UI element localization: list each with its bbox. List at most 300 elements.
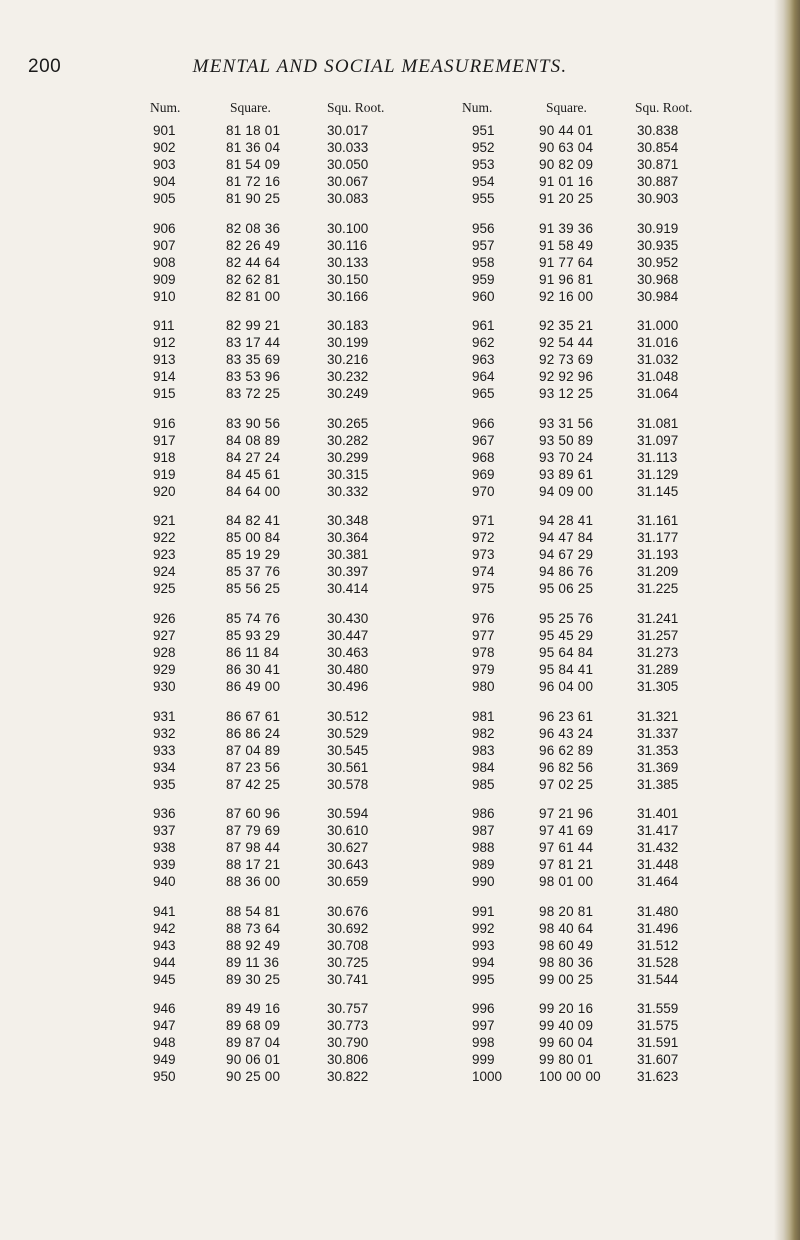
cell-square-right: 93 89 61 (539, 466, 594, 482)
cell-num-left: 925 (153, 581, 176, 597)
cell-square-left: 84 64 00 (226, 483, 281, 499)
cell-root-right: 31.448 (637, 857, 679, 873)
cell-square-left: 87 79 69 (226, 823, 281, 839)
cell-root-left: 30.561 (327, 759, 369, 775)
cell-square-right: 92 16 00 (539, 288, 594, 304)
cell-root-left: 30.430 (327, 610, 369, 626)
cell-root-right: 30.903 (637, 191, 679, 206)
cell-num-left: 939 (153, 857, 176, 873)
cell-num-right: 959 (472, 271, 495, 287)
cell-square-left: 85 93 29 (226, 627, 281, 643)
cell-num-left: 946 (153, 1001, 176, 1017)
page-edge (774, 0, 800, 1240)
cell-square-right: 95 64 84 (539, 644, 594, 660)
table-row (0, 369, 760, 386)
cell-num-left: 914 (153, 369, 176, 385)
cell-num-left: 931 (153, 708, 176, 724)
cell-root-right: 31.129 (637, 466, 679, 482)
cell-square-right: 97 02 25 (539, 776, 594, 792)
cell-square-left: 84 08 89 (226, 432, 281, 448)
cell-num-right: 989 (472, 857, 495, 873)
cell-square-right: 99 80 01 (539, 1052, 594, 1068)
cell-root-left: 30.033 (327, 140, 369, 155)
cell-square-right: 99 40 09 (539, 1018, 594, 1034)
cell-square-right: 99 20 16 (539, 1001, 594, 1017)
cell-num-left: 942 (153, 920, 176, 936)
table-row (0, 874, 760, 891)
cell-square-left: 85 37 76 (226, 564, 281, 580)
cell-square-right: 94 28 41 (539, 513, 594, 529)
cell-num-right: 990 (472, 874, 495, 890)
cell-square-right: 98 01 00 (539, 874, 594, 890)
cell-square-left: 86 11 84 (226, 644, 280, 660)
table-row (0, 709, 760, 726)
cell-root-right: 31.305 (637, 678, 679, 694)
cell-num-right: 971 (472, 513, 495, 529)
squares-table (0, 100, 760, 1086)
table-row (0, 221, 760, 238)
cell-num-right: 958 (472, 254, 495, 270)
cell-square-right: 95 25 76 (539, 610, 594, 626)
cell-square-right: 92 92 96 (539, 369, 594, 385)
cell-num-left: 948 (153, 1035, 176, 1051)
cell-num-left: 911 (153, 318, 175, 334)
table-row (0, 857, 760, 874)
cell-root-right: 31.417 (637, 823, 679, 839)
cell-num-right: 960 (472, 288, 495, 304)
cell-num-right: 994 (472, 954, 495, 970)
cell-num-right: 973 (472, 547, 495, 563)
table-row (0, 679, 760, 696)
cell-square-left: 88 54 81 (226, 903, 281, 919)
cell-square-left: 85 00 84 (226, 530, 281, 546)
cell-square-left: 84 27 24 (226, 449, 281, 465)
cell-num-right: 999 (472, 1052, 495, 1068)
cell-square-left: 87 60 96 (226, 806, 281, 822)
cell-root-right: 31.528 (637, 954, 679, 970)
cell-root-left: 30.397 (327, 564, 369, 580)
cell-root-right: 30.871 (637, 157, 679, 172)
cell-root-right: 31.032 (637, 352, 679, 368)
cell-num-left: 947 (153, 1018, 176, 1034)
cell-root-right: 31.337 (637, 725, 679, 741)
cell-root-left: 30.067 (327, 174, 369, 189)
cell-num-right: 975 (472, 581, 495, 597)
cell-root-right: 31.464 (637, 874, 679, 890)
cell-square-right: 96 04 00 (539, 678, 594, 694)
cell-root-left: 30.348 (327, 513, 369, 529)
cell-square-left: 85 56 25 (226, 581, 281, 597)
cell-root-left: 30.676 (327, 903, 369, 919)
table-row (0, 823, 760, 840)
cell-root-right: 30.887 (637, 174, 679, 189)
cell-root-right: 31.097 (637, 432, 679, 448)
cell-square-left: 90 25 00 (226, 1069, 281, 1085)
table-row (0, 955, 760, 972)
cell-square-left: 90 06 01 (226, 1052, 281, 1068)
cell-square-right: 95 45 29 (539, 627, 594, 643)
cell-num-right: 962 (472, 335, 495, 351)
table-row (0, 530, 760, 547)
cell-root-left: 30.659 (327, 874, 369, 890)
table-row (0, 726, 760, 743)
table-row (0, 645, 760, 662)
cell-root-left: 30.183 (327, 318, 369, 334)
cell-square-left: 88 92 49 (226, 937, 281, 953)
cell-root-right: 31.081 (637, 415, 679, 431)
cell-num-right: 978 (472, 644, 495, 660)
cell-root-left: 30.381 (327, 547, 369, 563)
cell-num-left: 922 (153, 530, 176, 546)
cell-square-left: 82 81 00 (226, 288, 281, 304)
table-row (0, 318, 760, 335)
cell-root-left: 30.364 (327, 530, 369, 546)
cell-num-right: 987 (472, 823, 495, 839)
cell-root-right: 31.607 (637, 1052, 679, 1068)
cell-square-right: 98 80 36 (539, 954, 594, 970)
cell-num-right: 976 (472, 610, 495, 626)
cell-square-left: 87 42 25 (226, 776, 281, 792)
table-row (0, 547, 760, 564)
header-num-left: Num. (150, 100, 181, 115)
table-row (0, 174, 760, 191)
cell-square-left: 83 53 96 (226, 369, 281, 385)
cell-num-right: 992 (472, 920, 495, 936)
cell-square-right: 100 00 00 (539, 1069, 601, 1085)
cell-num-left: 926 (153, 610, 176, 626)
cell-root-right: 30.952 (637, 254, 679, 270)
cell-root-right: 31.512 (637, 937, 679, 953)
cell-square-left: 82 99 21 (226, 318, 281, 334)
cell-root-right: 30.919 (637, 220, 679, 236)
table-row (0, 1052, 760, 1069)
cell-square-left: 82 26 49 (226, 237, 281, 253)
cell-num-right: 967 (472, 432, 495, 448)
cell-num-right: 954 (472, 174, 495, 189)
cell-square-left: 83 35 69 (226, 352, 281, 368)
cell-root-left: 30.083 (327, 191, 369, 206)
cell-num-left: 923 (153, 547, 176, 563)
cell-square-right: 96 82 56 (539, 759, 594, 775)
cell-root-left: 30.017 (327, 123, 369, 138)
cell-square-right: 93 70 24 (539, 449, 594, 465)
cell-num-left: 913 (153, 352, 176, 368)
cell-root-right: 31.241 (637, 610, 679, 626)
cell-num-left: 901 (153, 123, 176, 138)
cell-root-right: 30.838 (637, 123, 679, 138)
cell-square-left: 81 18 01 (226, 123, 281, 138)
cell-square-left: 83 72 25 (226, 386, 281, 402)
table-row (0, 806, 760, 823)
cell-num-left: 949 (153, 1052, 176, 1068)
cell-square-right: 90 82 09 (539, 157, 594, 172)
cell-square-left: 82 08 36 (226, 220, 281, 236)
cell-root-right: 31.161 (637, 513, 679, 529)
cell-root-left: 30.447 (327, 627, 369, 643)
cell-num-right: 953 (472, 157, 495, 172)
cell-root-right: 31.225 (637, 581, 679, 597)
cell-root-right: 31.048 (637, 369, 679, 385)
cell-root-right: 31.623 (637, 1069, 679, 1085)
cell-root-left: 30.610 (327, 823, 369, 839)
cell-num-right: 995 (472, 971, 495, 987)
table-row (0, 581, 760, 598)
cell-root-left: 30.627 (327, 840, 369, 856)
cell-root-right: 31.145 (637, 483, 679, 499)
cell-square-right: 97 61 44 (539, 840, 594, 856)
cell-num-right: 966 (472, 415, 495, 431)
cell-num-left: 904 (153, 174, 176, 189)
cell-root-left: 30.100 (327, 220, 369, 236)
cell-num-right: 970 (472, 483, 495, 499)
running-title: MENTAL AND SOCIAL MEASUREMENTS. (192, 56, 568, 77)
cell-square-left: 81 72 16 (226, 174, 281, 189)
cell-num-left: 941 (153, 903, 176, 919)
cell-root-right: 31.257 (637, 627, 679, 643)
cell-square-right: 91 20 25 (539, 191, 594, 206)
cell-root-left: 30.299 (327, 449, 369, 465)
cell-square-left: 87 98 44 (226, 840, 281, 856)
cell-square-left: 87 04 89 (226, 742, 281, 758)
cell-root-left: 30.757 (327, 1001, 369, 1017)
cell-square-left: 86 30 41 (226, 661, 281, 677)
cell-square-right: 90 44 01 (539, 123, 594, 138)
cell-square-right: 99 60 04 (539, 1035, 594, 1051)
cell-square-left: 81 90 25 (226, 191, 281, 206)
table-row (0, 386, 760, 403)
cell-root-right: 31.273 (637, 644, 679, 660)
cell-square-left: 85 19 29 (226, 547, 281, 563)
cell-num-right: 951 (472, 123, 495, 138)
cell-root-left: 30.512 (327, 708, 369, 724)
cell-root-right: 30.984 (637, 288, 679, 304)
cell-square-right: 97 41 69 (539, 823, 594, 839)
cell-root-left: 30.529 (327, 725, 369, 741)
cell-square-left: 81 36 04 (226, 140, 281, 155)
cell-root-right: 31.401 (637, 806, 679, 822)
table-row (0, 433, 760, 450)
cell-root-left: 30.773 (327, 1018, 369, 1034)
cell-num-right: 997 (472, 1018, 495, 1034)
cell-root-left: 30.545 (327, 742, 369, 758)
cell-square-left: 84 45 61 (226, 466, 281, 482)
cell-square-right: 93 50 89 (539, 432, 594, 448)
cell-root-left: 30.116 (327, 237, 368, 253)
table-row (0, 255, 760, 272)
cell-num-right: 984 (472, 759, 495, 775)
page-header (0, 56, 760, 86)
cell-num-left: 929 (153, 661, 176, 677)
cell-square-left: 85 74 76 (226, 610, 281, 626)
cell-square-right: 96 23 61 (539, 708, 594, 724)
cell-num-left: 940 (153, 874, 176, 890)
table-row (0, 611, 760, 628)
cell-root-left: 30.150 (327, 271, 369, 287)
cell-square-right: 98 60 49 (539, 937, 594, 953)
cell-root-right: 31.000 (637, 318, 679, 334)
cell-num-left: 916 (153, 415, 176, 431)
cell-square-right: 98 20 81 (539, 903, 594, 919)
table-row (0, 564, 760, 581)
cell-num-right: 955 (472, 191, 495, 206)
table-row (0, 484, 760, 501)
cell-square-left: 88 73 64 (226, 920, 281, 936)
cell-root-left: 30.725 (327, 954, 369, 970)
cell-square-left: 82 62 81 (226, 271, 281, 287)
cell-square-left: 86 49 00 (226, 678, 281, 694)
table-row (0, 938, 760, 955)
cell-num-right: 963 (472, 352, 495, 368)
cell-num-right: 964 (472, 369, 495, 385)
cell-root-left: 30.199 (327, 335, 369, 351)
header-root-right: Squ. Root. (635, 100, 693, 115)
table-row (0, 777, 760, 794)
cell-square-right: 91 39 36 (539, 220, 594, 236)
cell-square-right: 94 86 76 (539, 564, 594, 580)
cell-root-left: 30.480 (327, 661, 369, 677)
cell-num-left: 921 (153, 513, 176, 529)
cell-root-right: 30.968 (637, 271, 679, 287)
cell-root-right: 31.544 (637, 971, 679, 987)
cell-square-right: 91 01 16 (539, 174, 594, 189)
cell-num-left: 934 (153, 759, 176, 775)
cell-root-left: 30.741 (327, 971, 369, 987)
table-row (0, 416, 760, 433)
cell-num-left: 908 (153, 254, 176, 270)
cell-root-left: 30.166 (327, 288, 369, 304)
cell-square-right: 92 73 69 (539, 352, 594, 368)
table-row (0, 289, 760, 306)
cell-num-right: 956 (472, 220, 495, 236)
cell-root-right: 31.496 (637, 920, 679, 936)
cell-num-left: 927 (153, 627, 176, 643)
cell-num-right: 981 (472, 708, 495, 724)
cell-root-right: 31.480 (637, 903, 679, 919)
cell-square-right: 97 81 21 (539, 857, 594, 873)
cell-num-right: 957 (472, 237, 495, 253)
table-row (0, 1035, 760, 1052)
cell-num-left: 950 (153, 1069, 176, 1085)
cell-num-right: 982 (472, 725, 495, 741)
cell-square-right: 91 96 81 (539, 271, 594, 287)
cell-num-right: 977 (472, 627, 495, 643)
cell-root-right: 31.559 (637, 1001, 679, 1017)
cell-square-left: 83 17 44 (226, 335, 281, 351)
cell-root-left: 30.265 (327, 415, 369, 431)
cell-square-left: 89 49 16 (226, 1001, 281, 1017)
cell-root-right: 31.064 (637, 386, 679, 402)
cell-square-right: 94 67 29 (539, 547, 594, 563)
table-row (0, 760, 760, 777)
cell-square-left: 86 67 61 (226, 708, 281, 724)
cell-root-right: 31.113 (637, 449, 678, 465)
cell-square-right: 96 43 24 (539, 725, 594, 741)
table-row (0, 335, 760, 352)
cell-root-left: 30.708 (327, 937, 369, 953)
cell-num-left: 905 (153, 191, 176, 206)
table-row (0, 450, 760, 467)
cell-num-left: 917 (153, 432, 176, 448)
table-row (0, 921, 760, 938)
cell-square-left: 88 17 21 (226, 857, 281, 873)
cell-root-left: 30.692 (327, 920, 369, 936)
cell-num-right: 998 (472, 1035, 495, 1051)
cell-square-left: 89 30 25 (226, 971, 281, 987)
cell-root-left: 30.496 (327, 678, 369, 694)
cell-root-right: 31.432 (637, 840, 679, 856)
cell-num-left: 919 (153, 466, 176, 482)
cell-root-right: 31.016 (637, 335, 679, 351)
cell-num-left: 943 (153, 937, 176, 953)
table-row (0, 1069, 760, 1086)
cell-num-right: 979 (472, 661, 495, 677)
cell-num-left: 938 (153, 840, 176, 856)
cell-num-right: 980 (472, 678, 495, 694)
cell-square-right: 90 63 04 (539, 140, 594, 155)
cell-root-left: 30.050 (327, 157, 369, 172)
cell-num-right: 972 (472, 530, 495, 546)
cell-num-right: 991 (472, 903, 495, 919)
table-row (0, 1018, 760, 1035)
cell-root-right: 31.385 (637, 776, 679, 792)
table-body (0, 123, 760, 1086)
cell-square-left: 82 44 64 (226, 254, 281, 270)
cell-root-left: 30.332 (327, 483, 369, 499)
cell-square-right: 96 62 89 (539, 742, 594, 758)
cell-num-left: 915 (153, 386, 176, 402)
table-row (0, 513, 760, 530)
cell-num-right: 996 (472, 1001, 495, 1017)
cell-root-left: 30.414 (327, 581, 369, 597)
table-row (0, 840, 760, 857)
cell-num-left: 944 (153, 954, 176, 970)
cell-num-left: 935 (153, 776, 176, 792)
table-row (0, 1001, 760, 1018)
cell-root-right: 31.353 (637, 742, 679, 758)
table-row (0, 191, 760, 208)
cell-root-left: 30.463 (327, 644, 369, 660)
cell-num-right: 952 (472, 140, 495, 155)
table-row (0, 662, 760, 679)
cell-root-right: 31.289 (637, 661, 679, 677)
cell-num-right: 988 (472, 840, 495, 856)
cell-square-left: 87 23 56 (226, 759, 281, 775)
cell-root-right: 31.177 (637, 530, 679, 546)
cell-root-left: 30.806 (327, 1052, 369, 1068)
cell-num-right: 985 (472, 776, 495, 792)
cell-num-right: 965 (472, 386, 495, 402)
cell-root-left: 30.643 (327, 857, 369, 873)
cell-num-right: 968 (472, 449, 495, 465)
header-num-right: Num. (462, 100, 493, 115)
page-number: 200 (28, 56, 62, 77)
cell-num-left: 932 (153, 725, 176, 741)
cell-square-right: 92 54 44 (539, 335, 594, 351)
cell-root-right: 31.591 (637, 1035, 679, 1051)
cell-num-left: 937 (153, 823, 176, 839)
cell-root-left: 30.249 (327, 386, 369, 402)
cell-square-right: 93 12 25 (539, 386, 594, 402)
cell-square-left: 84 82 41 (226, 513, 281, 529)
table-row (0, 904, 760, 921)
cell-num-right: 961 (472, 318, 495, 334)
cell-square-left: 81 54 09 (226, 157, 281, 172)
cell-square-left: 89 11 36 (226, 954, 280, 970)
cell-square-right: 94 47 84 (539, 530, 594, 546)
cell-root-right: 31.321 (637, 708, 679, 724)
cell-num-right: 974 (472, 564, 495, 580)
table-row (0, 972, 760, 989)
